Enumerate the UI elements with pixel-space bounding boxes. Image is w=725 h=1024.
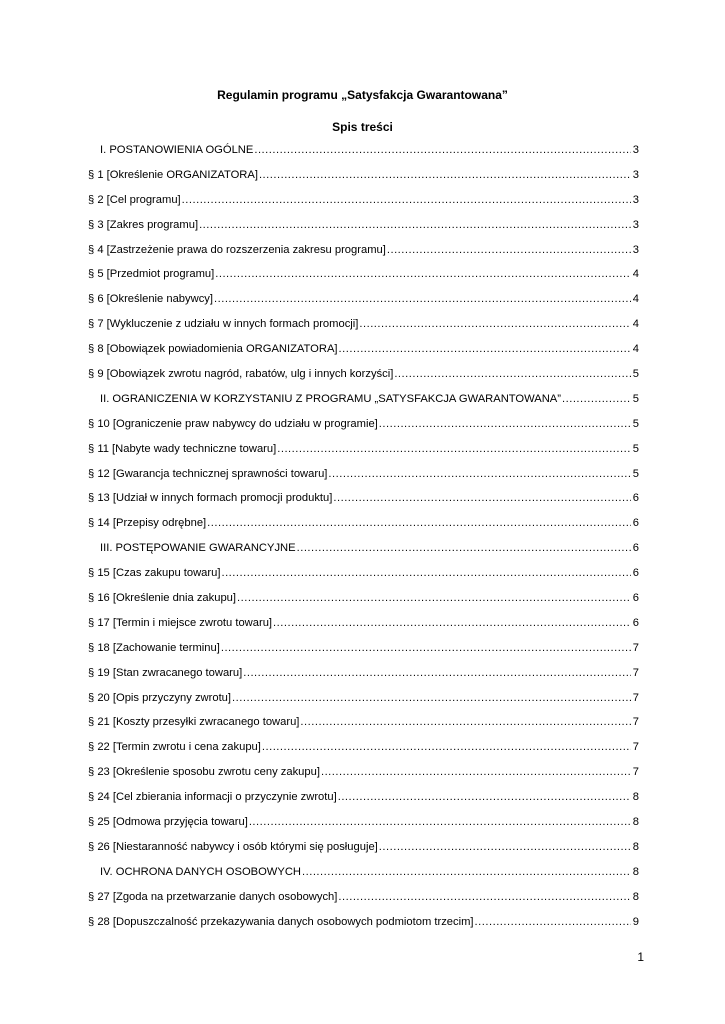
toc-entry-text: § 22 [Termin zwrotu i cena zakupu] bbox=[88, 741, 261, 754]
toc-entry[interactable] bbox=[88, 588, 639, 613]
toc-entry[interactable] bbox=[88, 887, 639, 912]
toc-entry-page: 8 bbox=[632, 791, 639, 804]
toc-entry-page: 3 bbox=[632, 243, 639, 256]
toc-entry-page: 3 bbox=[632, 193, 639, 206]
toc-dot-leader bbox=[215, 264, 631, 284]
toc-entry-page: 6 bbox=[632, 542, 639, 555]
toc-entry[interactable] bbox=[88, 762, 639, 787]
toc-entry-page: 5 bbox=[632, 442, 639, 455]
toc-dot-leader bbox=[333, 488, 630, 508]
toc-entry[interactable] bbox=[88, 414, 639, 439]
toc-entry[interactable] bbox=[88, 737, 639, 762]
toc-entry-page: 5 bbox=[632, 467, 639, 480]
toc-entry[interactable] bbox=[88, 513, 639, 538]
toc-entry-page: 7 bbox=[632, 716, 639, 729]
toc-entry-page: 7 bbox=[632, 766, 639, 779]
toc-entry-page: 8 bbox=[632, 840, 639, 853]
toc-entry[interactable] bbox=[88, 240, 639, 265]
toc-entry-text: § 4 [Zastrzeżenie prawa do rozszerzenia zakresu programu] bbox=[88, 243, 386, 256]
toc-entry-text: § 18 [Zachowanie terminu] bbox=[88, 641, 220, 654]
toc-entry-text: § 24 [Cel zbierania informacji o przyczynie zwrotu] bbox=[88, 791, 337, 804]
toc-entry-page: 6 bbox=[632, 616, 639, 629]
toc-entry-text: I. POSTANOWIENIA OGÓLNE bbox=[100, 144, 254, 156]
toc-entry-text: § 3 [Zakres programu] bbox=[88, 218, 199, 231]
toc-entry[interactable] bbox=[88, 663, 639, 688]
toc-entry[interactable] bbox=[88, 688, 639, 713]
toc-dot-leader bbox=[338, 887, 630, 907]
toc-entry[interactable] bbox=[88, 314, 639, 339]
toc-entry-text: § 5 [Przedmiot programu] bbox=[88, 268, 215, 281]
toc-entry[interactable] bbox=[88, 215, 639, 240]
toc-dot-leader bbox=[394, 364, 630, 384]
toc-dot-leader bbox=[237, 588, 631, 608]
toc-entry[interactable] bbox=[88, 464, 639, 489]
toc-dot-leader bbox=[297, 538, 631, 558]
toc-entry-text: § 12 [Gwarancja technicznej sprawności towaru] bbox=[88, 467, 328, 480]
toc-entry-page: 6 bbox=[632, 567, 639, 580]
toc-entry-text: § 11 [Nabyte wady techniczne towaru] bbox=[88, 442, 277, 455]
toc-entry-text: § 21 [Koszty przesyłki zwracanego towaru] bbox=[88, 716, 300, 729]
toc-entry-text: § 7 [Wykluczenie z udziału w innych formach promocji] bbox=[88, 318, 359, 331]
toc-entry-text: § 8 [Obowiązek powiadomienia ORGANIZATORA] bbox=[88, 343, 338, 356]
toc-entry-text: § 2 [Cel programu] bbox=[88, 193, 181, 206]
toc-dot-leader bbox=[321, 762, 631, 782]
toc-entry-page: 4 bbox=[632, 293, 639, 306]
toc-entry[interactable] bbox=[88, 289, 639, 314]
toc-entry[interactable] bbox=[88, 613, 639, 638]
toc-section-entry[interactable] bbox=[88, 140, 639, 165]
toc-dot-leader bbox=[214, 289, 631, 309]
table-of-contents bbox=[88, 140, 639, 937]
toc-entry-text: II. OGRANICZENIA W KORZYSTANIU Z PROGRAMU „SATYSFAKCJA GWARANTOWANA” bbox=[100, 392, 561, 405]
toc-entry-text: § 27 [Zgoda na przetwarzanie danych osobowych] bbox=[88, 890, 338, 903]
toc-entry-page: 9 bbox=[632, 915, 639, 928]
toc-entry[interactable] bbox=[88, 190, 639, 215]
toc-entry[interactable] bbox=[88, 787, 639, 812]
toc-entry-page: 8 bbox=[632, 816, 639, 829]
toc-entry[interactable] bbox=[88, 488, 639, 513]
toc-dot-leader bbox=[359, 314, 630, 334]
toc-dot-leader bbox=[379, 837, 631, 857]
toc-dot-leader bbox=[379, 414, 631, 434]
toc-dot-leader bbox=[338, 787, 631, 807]
toc-entry[interactable] bbox=[88, 712, 639, 737]
toc-entry[interactable] bbox=[88, 912, 639, 937]
toc-entry-text: § 17 [Termin i miejsce zwrotu towaru] bbox=[88, 616, 273, 629]
toc-dot-leader bbox=[475, 912, 631, 932]
toc-dot-leader bbox=[182, 190, 631, 210]
toc-entry-page: 7 bbox=[632, 641, 639, 654]
toc-dot-leader bbox=[262, 737, 631, 757]
toc-dot-leader bbox=[259, 165, 631, 185]
toc-entry-text: § 20 [Opis przyczyny zwrotu] bbox=[88, 691, 232, 704]
toc-entry-page: 3 bbox=[632, 144, 639, 156]
toc-entry[interactable] bbox=[88, 364, 639, 389]
toc-dot-leader bbox=[273, 613, 631, 633]
toc-entry-page: 5 bbox=[632, 417, 639, 430]
toc-entry-page: 6 bbox=[632, 517, 639, 530]
toc-entry[interactable] bbox=[88, 439, 639, 464]
toc-section-entry[interactable] bbox=[88, 389, 639, 414]
toc-entry-text: § 23 [Określenie sposobu zwrotu ceny zakupu] bbox=[88, 766, 320, 779]
toc-heading: Spis treści bbox=[332, 120, 393, 134]
page-number: 1 bbox=[637, 950, 644, 964]
toc-entry-page: 6 bbox=[632, 492, 639, 505]
toc-dot-leader bbox=[300, 712, 630, 732]
toc-entry-text: § 13 [Udział w innych formach promocji produktu] bbox=[88, 492, 333, 505]
toc-entry[interactable] bbox=[88, 812, 639, 837]
toc-section-entry[interactable] bbox=[88, 538, 639, 563]
toc-entry[interactable] bbox=[88, 339, 639, 364]
toc-entry-text: § 6 [Określenie nabywcy] bbox=[88, 293, 213, 306]
toc-dot-leader bbox=[243, 663, 631, 683]
toc-entry-page: 6 bbox=[632, 592, 639, 605]
toc-entry-text: § 14 [Przepisy odrębne] bbox=[88, 517, 207, 530]
toc-entry-page: 8 bbox=[632, 890, 639, 903]
toc-entry-text: § 16 [Określenie dnia zakupu] bbox=[88, 592, 237, 605]
toc-dot-leader bbox=[199, 215, 631, 235]
toc-entry[interactable] bbox=[88, 563, 639, 588]
document-title: Regulamin programu „Satysfakcja Gwarantowana” bbox=[217, 88, 508, 102]
toc-entry[interactable] bbox=[88, 264, 639, 289]
toc-entry-text: § 19 [Stan zwracanego towaru] bbox=[88, 666, 243, 679]
toc-dot-leader bbox=[221, 563, 630, 583]
toc-dot-leader bbox=[254, 140, 630, 160]
toc-dot-leader bbox=[302, 862, 631, 882]
toc-entry-page: 8 bbox=[632, 865, 639, 878]
toc-entry-text: § 15 [Czas zakupu towaru] bbox=[88, 567, 221, 580]
toc-entry-text: § 9 [Obowiązek zwrotu nagród, rabatów, ulg i innych korzyści] bbox=[88, 368, 394, 381]
toc-entry-page: 7 bbox=[632, 691, 639, 704]
toc-dot-leader bbox=[339, 339, 631, 359]
toc-dot-leader bbox=[207, 513, 631, 533]
toc-entry-text: § 28 [Dopuszczalność przekazywania danych osobowych podmiotom trzecim] bbox=[88, 915, 474, 928]
toc-entry-text: III. POSTĘPOWANIE GWARANCYJNE bbox=[100, 542, 296, 555]
toc-dot-leader bbox=[232, 688, 631, 708]
toc-entry[interactable] bbox=[88, 165, 639, 190]
toc-dot-leader bbox=[562, 389, 631, 409]
toc-entry-page: 3 bbox=[632, 168, 639, 181]
toc-entry-page: 5 bbox=[632, 392, 639, 405]
toc-entry-page: 3 bbox=[632, 218, 639, 231]
toc-entry-page: 5 bbox=[632, 368, 639, 381]
toc-dot-leader bbox=[277, 439, 631, 459]
toc-entry-text: IV. OCHRONA DANYCH OSOBOWYCH bbox=[100, 865, 301, 878]
toc-entry-text: § 26 [Niestaranność nabywcy i osób którymi się posługuje] bbox=[88, 840, 378, 853]
toc-entry-page: 7 bbox=[632, 741, 639, 754]
toc-dot-leader bbox=[249, 812, 631, 832]
toc-entry-page: 4 bbox=[632, 343, 639, 356]
toc-dot-leader bbox=[221, 638, 631, 658]
toc-entry[interactable] bbox=[88, 638, 639, 663]
toc-entry-text: § 1 [Określenie ORGANIZATORA] bbox=[88, 168, 258, 181]
toc-dot-leader bbox=[328, 464, 630, 484]
toc-entry-page: 4 bbox=[632, 318, 639, 331]
toc-entry-text: § 25 [Odmowa przyjęcia towaru] bbox=[88, 816, 248, 829]
toc-entry-page: 7 bbox=[632, 666, 639, 679]
toc-section-entry[interactable] bbox=[88, 862, 639, 887]
toc-entry[interactable] bbox=[88, 837, 639, 862]
toc-entry-text: § 10 [Ograniczenie praw nabywcy do udziału w programie] bbox=[88, 417, 378, 430]
toc-entry-page: 4 bbox=[632, 268, 639, 281]
toc-dot-leader bbox=[387, 240, 631, 260]
